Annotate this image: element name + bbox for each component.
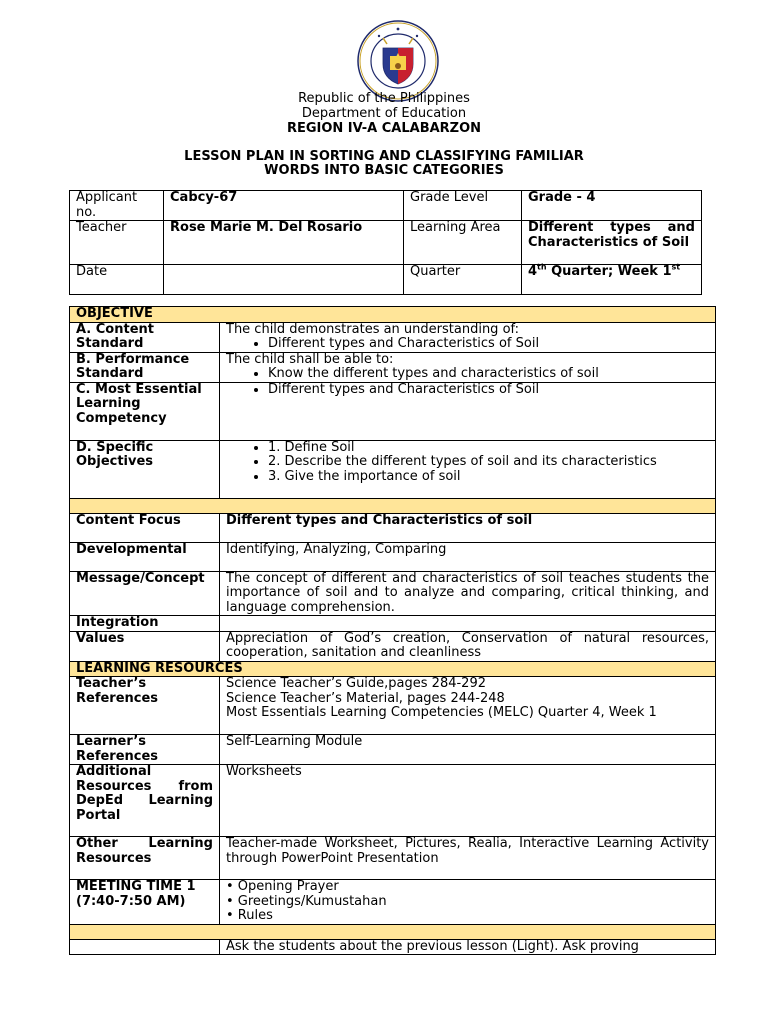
competency-label: C. Most Essential Learning Competency (70, 382, 220, 440)
lesson-plan-table (69, 306, 716, 955)
teacher-label: Teacher (70, 221, 164, 265)
objective-item: • 2. Describe the different types of soil and its characteristics (268, 455, 709, 470)
divider-bar (70, 924, 716, 939)
performance-standard-intro: The child shall be able to: (226, 351, 394, 367)
grade-level-value: Grade - 4 (522, 191, 702, 221)
applicant-label: Applicant no. (70, 191, 164, 221)
additional-resources-value: Worksheets (220, 765, 716, 837)
values-label: Values (70, 631, 220, 661)
meeting-time-label (70, 880, 220, 925)
learner-references-value: Self-Learning Module (220, 735, 716, 765)
developmental-label: Developmental (70, 542, 220, 571)
deped-seal-logo (357, 20, 439, 102)
content-standard-value (220, 322, 716, 352)
reference-line: Science Teacher’s Guide,pages 284-292 (226, 676, 486, 691)
values-value: Appreciation of God’s creation, Conservation of natural resources, cooperation, sanitation and cleanliness (220, 631, 716, 661)
info-table (69, 190, 702, 295)
meeting-time-title: MEETING TIME 1 (76, 879, 196, 894)
specific-objectives-value (220, 440, 716, 498)
teacher-value: Rose Marie M. Del Rosario (164, 221, 404, 265)
date-value (164, 265, 404, 295)
grade-level-label: Grade Level (404, 191, 522, 221)
reference-line: Science Teacher’s Material, pages 244-248 (226, 690, 505, 706)
applicant-value: Cabcy-67 (164, 191, 404, 221)
other-resources-value: Teacher-made Worksheet, Pictures, Realia, Interactive Learning Activity through PowerPoint Presentation (220, 837, 716, 880)
header-region: REGION IV-A CALABARZON (286, 121, 482, 136)
list-item: • Different types and Characteristics of Soil (268, 383, 709, 398)
content-focus-value: Different types and Characteristics of soil (220, 513, 716, 542)
message-concept-label: Message/Concept (70, 571, 220, 616)
reference-line: Most Essentials Learning Competencies (MELC) Quarter 4, Week 1 (226, 705, 657, 720)
activity-item: • Opening Prayer (226, 879, 339, 894)
learning-area-value: Different types and Characteristics of Soil (522, 221, 702, 265)
content-standard-intro: The child demonstrates an understanding of: (226, 321, 520, 337)
meeting-time-range: (7:40-7:50 AM) (76, 893, 186, 909)
activity-item: • Greetings/Kumustahan (226, 893, 387, 909)
quarter-label: Quarter (404, 265, 522, 295)
divider-bar (70, 498, 716, 513)
competency-value (220, 382, 716, 440)
content-focus-label: Content Focus (70, 513, 220, 542)
date-label: Date (70, 265, 164, 295)
integration-label: Integration (70, 616, 220, 632)
learning-area-label: Learning Area (404, 221, 522, 265)
specific-objectives-label: D. Specific Objectives (70, 440, 220, 498)
learner-references-label: Learner’s References (70, 735, 220, 765)
list-item: • Different types and Characteristics of Soil (268, 337, 709, 352)
meeting-time-activities (220, 880, 716, 925)
activity-label-empty (70, 939, 220, 955)
lesson-plan-title-line1: LESSON PLAN IN SORTING AND CLASSIFYING FAMILIAR (184, 149, 584, 164)
previous-lesson-value: Ask the students about the previous lesson (Light). Ask proving (220, 939, 716, 955)
message-concept-value: The concept of different and characteristics of soil teaches students the importance of soil and to analyze and comparing, critical thinking, and language comprehension. (220, 571, 716, 616)
teacher-references-label: Teacher’s References (70, 677, 220, 735)
performance-standard-value (220, 352, 716, 382)
additional-resources-label: Additional Resources from DepEd Learning Portal (70, 765, 220, 837)
developmental-value: Identifying, Analyzing, Comparing (220, 542, 716, 571)
lesson-plan-title-line2: WORDS INTO BASIC CATEGORIES (264, 163, 504, 178)
objective-item: • 3. Give the importance of soil (268, 470, 709, 485)
content-standard-label: A. Content Standard (70, 322, 220, 352)
header-department: Department of Education (301, 106, 467, 121)
performance-standard-label: B. Performance Standard (70, 352, 220, 382)
other-resources-label: Other Learning Resources (70, 837, 220, 880)
list-item: • Know the different types and characteristics of soil (268, 367, 709, 382)
learning-resources-header: LEARNING RESOURCES (70, 661, 716, 677)
teacher-references-value (220, 677, 716, 735)
quarter-value: 4th Quarter; Week 1st (522, 265, 702, 295)
integration-value (220, 616, 716, 632)
header-republic: Republic of the Philippines (298, 91, 470, 106)
objective-header: OBJECTIVE (70, 307, 716, 323)
activity-item: • Rules (226, 908, 273, 923)
objective-item: • 1. Define Soil (268, 441, 709, 456)
